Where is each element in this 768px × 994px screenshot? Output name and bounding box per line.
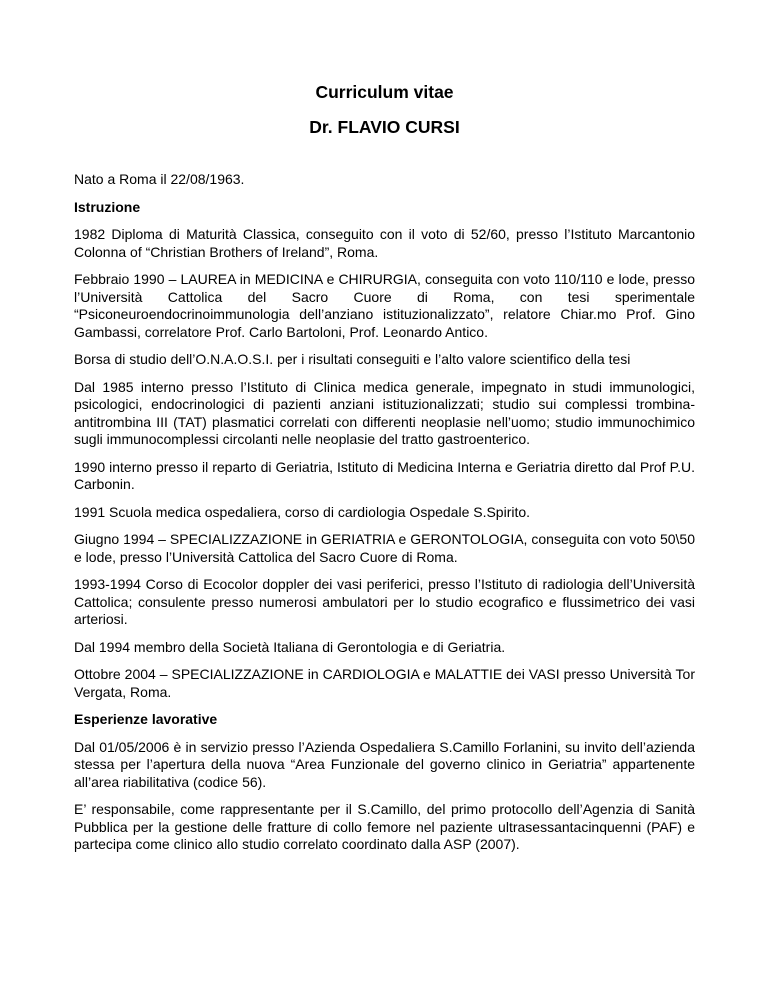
work-item: Dal 01/05/2006 è in servizio presso l’Azienda Ospedaliera S.Camillo Forlanini, su invito dell’azienda stessa per l’apertura della nuova “Area Funzionale del governo clinico in Geriatria” appartenente all’area riabilitativa (codice 56).: [74, 738, 695, 790]
section-heading-education: Istruzione: [74, 198, 141, 215]
education-item: 1991 Scuola medica ospedaliera, corso di cardiologia Ospedale S.Spirito.: [74, 503, 531, 520]
person-name: Dr. FLAVIO CURSI: [309, 117, 460, 137]
education-item: Febbraio 1990 – LAUREA in MEDICINA e CHIRURGIA, conseguita con voto 110/110 e lode, presso l’Università Cattolica del Sacro Cuore di Roma, con tesi sperimentale “Psiconeuroendocrinoimmunologia dell’anziano istituzionalizzato”, relatore Chiar.mo Prof. Gino Gambassi, correlatore Prof. Carlo Bartoloni, Prof. Leonardo Antico.: [74, 271, 695, 340]
education-item: Borsa di studio dell’O.N.A.O.S.I. per i risultati conseguiti e l’alto valore scientifico della tesi: [74, 351, 631, 367]
document-body: [74, 171, 695, 854]
section-heading-work: Esperienze lavorative: [74, 711, 218, 727]
document-title: Curriculum vitae: [315, 82, 454, 102]
education-item: 1990 interno presso il reparto di Geriatria, Istituto di Medicina Interna e Geriatria diretto dal Prof P.U. Carbonin.: [74, 458, 695, 492]
work-item: E’ responsabile, come rappresentante per il S.Camillo, del primo protocollo dell’Agenzia di Sanità Pubblica per la gestione delle fratture di collo femore nel paziente ultrasessantacinquenni (PAF) e partecipa come clinico allo studio correlato coordinato dalla ASP (2007).: [74, 801, 695, 852]
education-item: Giugno 1994 – SPECIALIZZAZIONE in GERIATRIA e GERONTOLOGIA, conseguita con voto 50\50 e lode, presso l’Università Cattolica del Sacro Cuore di Roma.: [74, 531, 695, 565]
education-item: 1993-1994 Corso di Ecocolor doppler dei vasi periferici, presso l’Istituto di radiologia dell’Università Cattolica; consulente presso numerosi ambulatori per lo studio ecografico e flussimetrico dei vasi arteriosi.: [74, 576, 695, 627]
education-item: Dal 1994 membro della Società Italiana di Gerontologia e di Geriatria.: [74, 638, 506, 655]
education-item: Ottobre 2004 – SPECIALIZZAZIONE in CARDIOLOGIA e MALATTIE dei VASI presso Università Tor Vergata, Roma.: [74, 666, 695, 700]
education-item: Dal 1985 interno presso l’Istituto di Clinica medica generale, impegnato in studi immunologici, psicologici, endocrinologici di pazienti anziani istituzionalizzati; studio sui complessi trombina-antitrombina III (TAT) plasmatici correlati con differenti neoplasie nell’uomo; studio immunochimico sugli immunocomplessi circolanti nelle neoplasie del tratto gastroenterico.: [74, 378, 695, 447]
birth-info: Nato a Roma il 22/08/1963.: [74, 171, 245, 187]
education-item: 1982 Diploma di Maturità Classica, conseguito con il voto di 52/60, presso l’Istituto Marcantonio Colonna of “Christian Brothers of Ireland”, Roma.: [74, 226, 695, 260]
